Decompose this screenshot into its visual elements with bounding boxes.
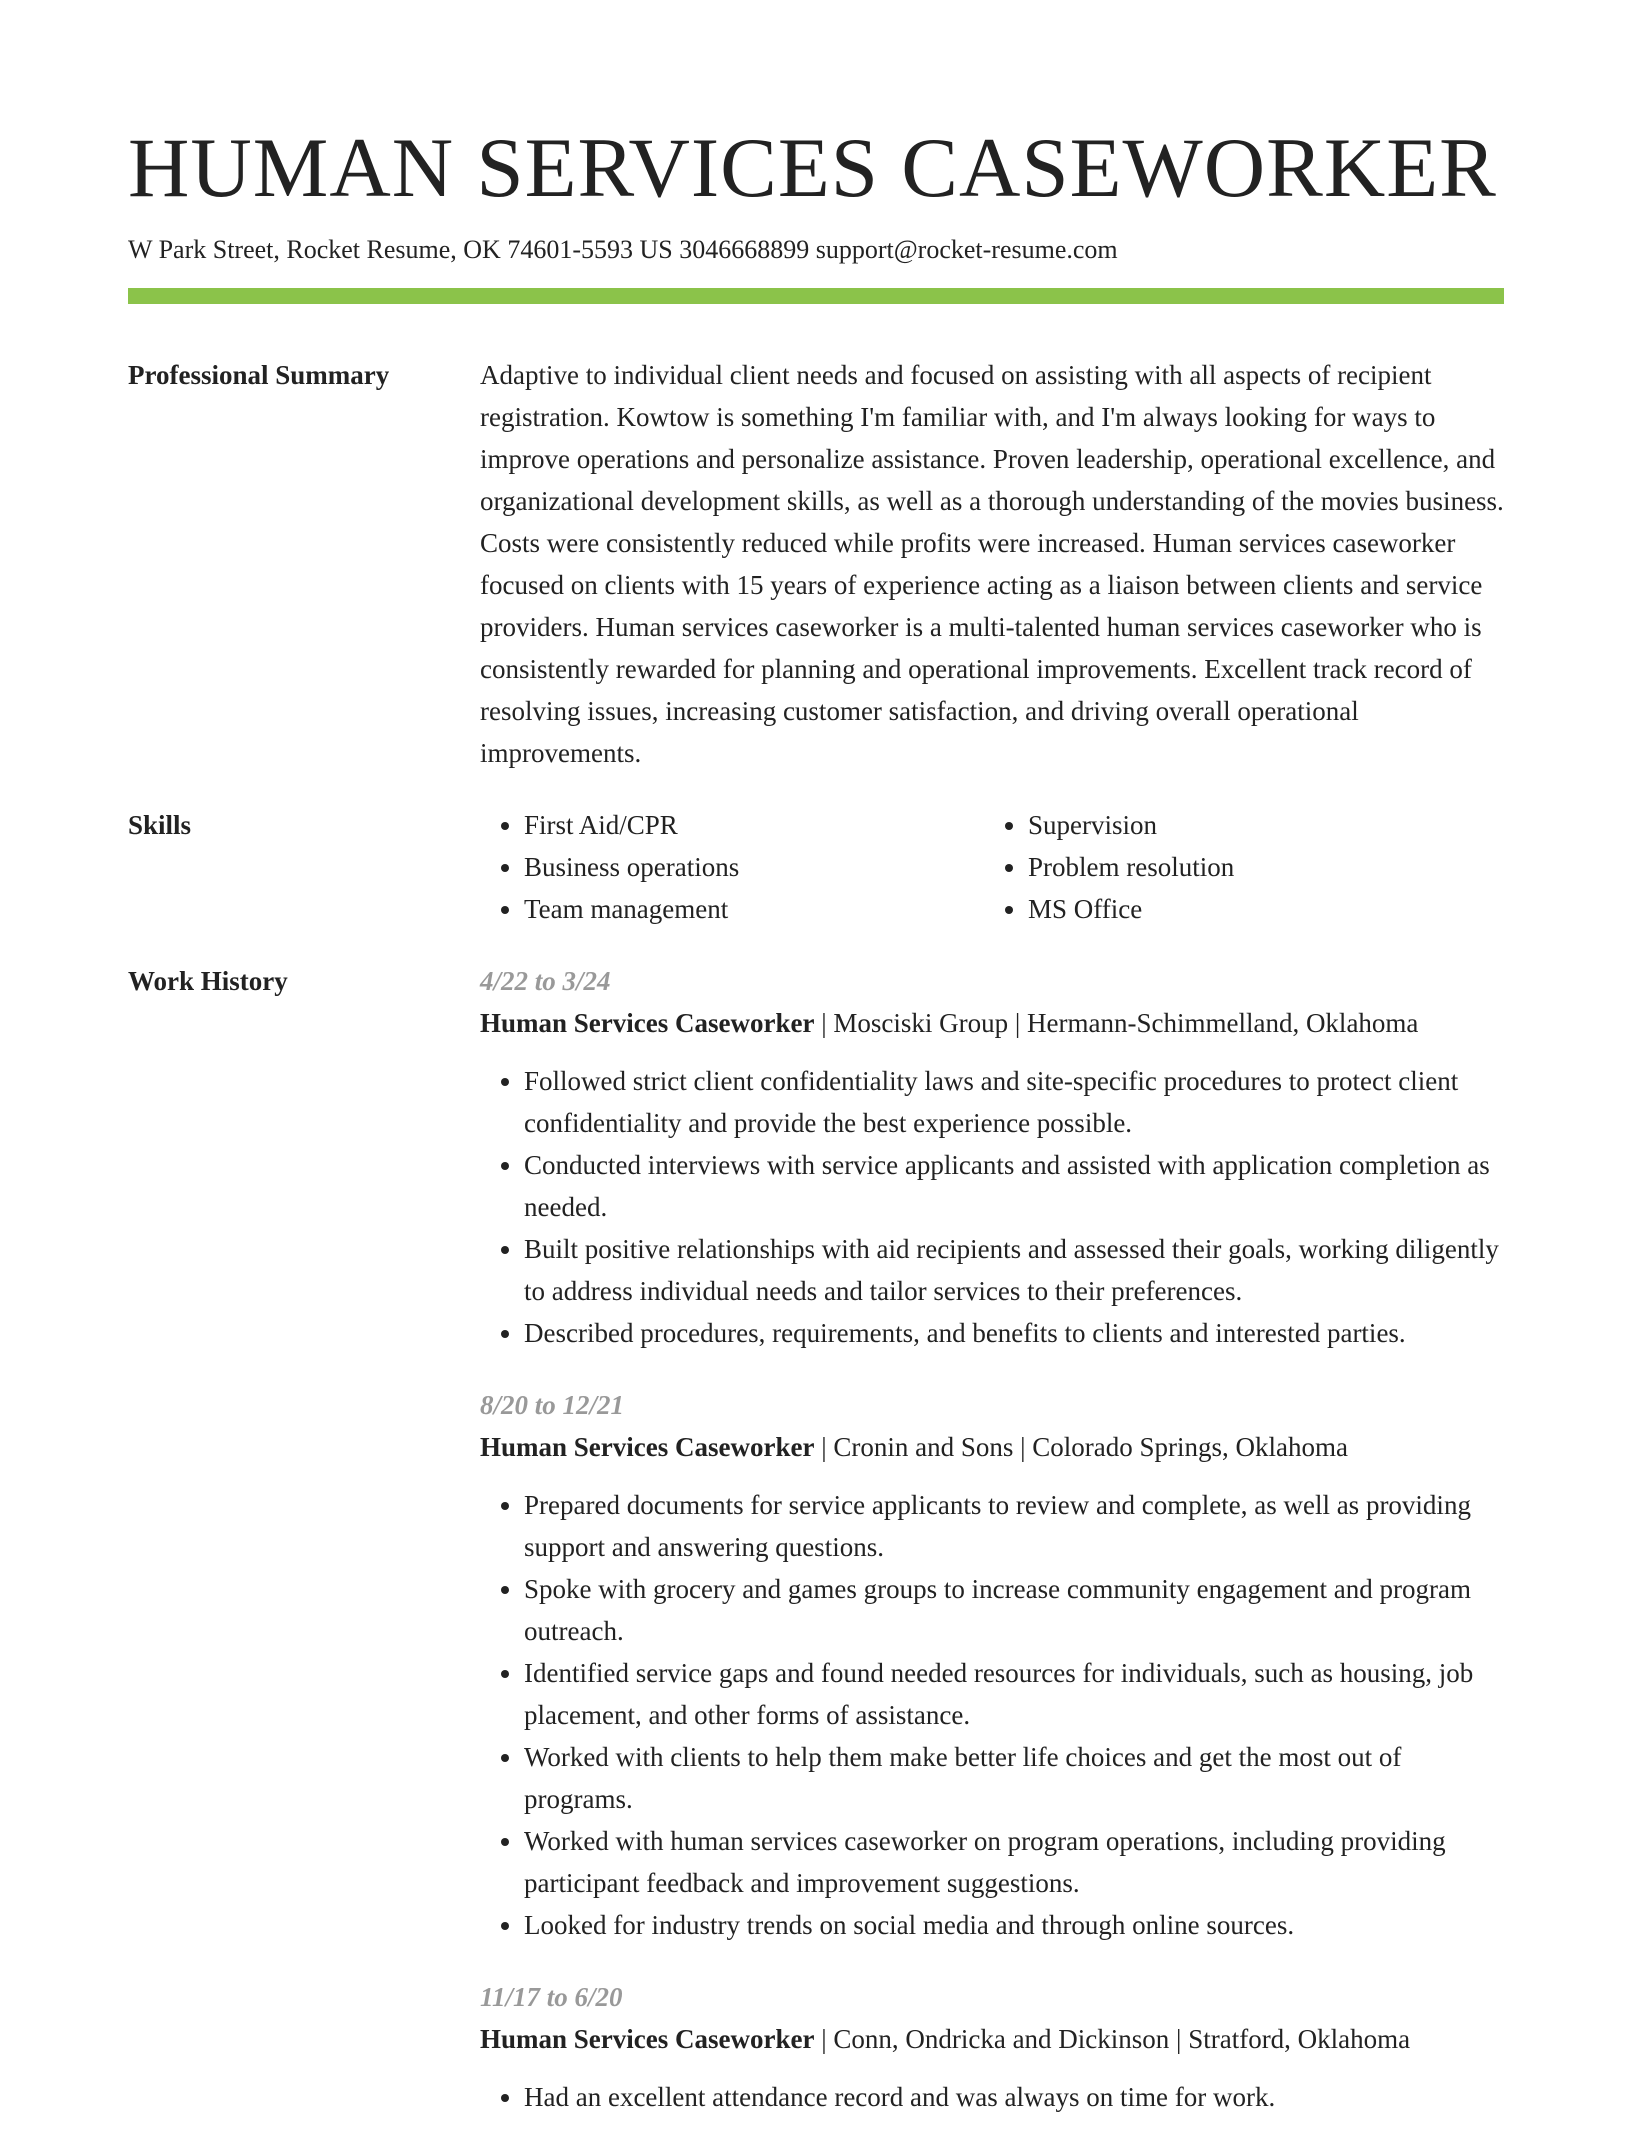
job-bullet: • Built positive relationships with aid recipients and assessed their goals, working diligently to address individual needs and tailor services to their preferences.	[524, 1228, 1504, 1312]
job-employer-location: | Mosciski Group | Hermann-Schimmelland, Oklahoma	[814, 1008, 1419, 1038]
job-entry	[480, 960, 1504, 1354]
job-title: Human Services Caseworker	[480, 1432, 815, 1462]
job-heading	[480, 1426, 1504, 1468]
job-bullets	[480, 1484, 1504, 1946]
skill-item: • Supervision	[1028, 804, 1234, 846]
job-bullet: • Looked for industry trends on social media and through online sources.	[524, 1904, 1504, 1946]
job-bullet: • Identified service gaps and found needed resources for individuals, such as housing, job placement, and other forms of assistance.	[524, 1652, 1504, 1736]
job-entry	[480, 1384, 1504, 1946]
skills-section	[128, 804, 1504, 930]
skill-item: • MS Office	[1028, 888, 1234, 930]
section-label: Work History	[128, 966, 288, 996]
job-bullet: • Worked with clients to help them make better life choices and get the most out of programs.	[524, 1736, 1504, 1820]
work-history-section	[128, 960, 1504, 2148]
job-bullet: • Followed strict client confidentiality laws and site-specific procedures to protect client confidentiality and provide the best experience possible.	[524, 1060, 1504, 1144]
job-bullet: • Described procedures, requirements, and benefits to clients and interested parties.	[524, 1312, 1504, 1354]
job-dates: 4/22 to 3/24	[480, 966, 611, 996]
resume-page	[128, 0, 1504, 2148]
job-entry	[480, 1976, 1504, 2118]
job-title: Human Services Caseworker	[480, 1008, 815, 1038]
section-label: Professional Summary	[128, 360, 390, 390]
skill-item: • Problem resolution	[1028, 846, 1234, 888]
job-heading	[480, 1002, 1504, 1044]
job-employer-location: | Cronin and Sons | Colorado Springs, Oklahoma	[814, 1432, 1348, 1462]
summary-text: Adaptive to individual client needs and focused on assisting with all aspects of recipient registration. Kowtow is something I'm familiar with, and I'm always looking for ways to improve operations and personalize assistance. Proven leadership, operational excellence, and organizational development skills, as well as a thorough understanding of the movies business. Costs were consistently reduced while profits were increased. Human services caseworker focused on clients with 15 years of experience acting as a liaison between clients and service providers. Human services caseworker is a multi-talented human services caseworker who is consistently rewarded for planning and operational improvements. Excellent track record of resolving issues, increasing customer satisfaction, and driving overall operational improvements.	[480, 360, 1504, 768]
job-bullet: • Worked with human services caseworker on program operations, including providing participant feedback and improvement suggestions.	[524, 1820, 1504, 1904]
job-bullet: • Had an excellent attendance record and was always on time for work.	[524, 2076, 1504, 2118]
resume-name: HUMAN SERVICES CASEWORKER	[128, 121, 1497, 215]
job-bullets	[480, 1060, 1504, 1354]
professional-summary-section	[128, 354, 1504, 774]
job-bullet: • Spoke with grocery and games groups to increase community engagement and program outreach.	[524, 1568, 1504, 1652]
skill-item: • Business operations	[524, 846, 984, 888]
job-dates: 11/17 to 6/20	[480, 1982, 623, 2012]
job-bullet: • Conducted interviews with service applicants and assisted with application completion as needed.	[524, 1144, 1504, 1228]
section-label: Skills	[128, 810, 192, 840]
skill-item: • Team management	[524, 888, 984, 930]
skills-list	[480, 804, 1504, 930]
skill-item: • First Aid/CPR	[524, 804, 984, 846]
job-bullet: • Prepared documents for service applicants to review and complete, as well as providing support and answering questions.	[524, 1484, 1504, 1568]
job-dates: 8/20 to 12/21	[480, 1390, 625, 1420]
contact-info: W Park Street, Rocket Resume, OK 74601-5593 US 3046668899 support@rocket-resume.com	[128, 235, 1118, 264]
job-title: Human Services Caseworker	[480, 2024, 815, 2054]
accent-divider	[128, 288, 1504, 304]
job-employer-location: | Conn, Ondricka and Dickinson | Stratford, Oklahoma	[814, 2024, 1411, 2054]
job-heading	[480, 2018, 1504, 2060]
